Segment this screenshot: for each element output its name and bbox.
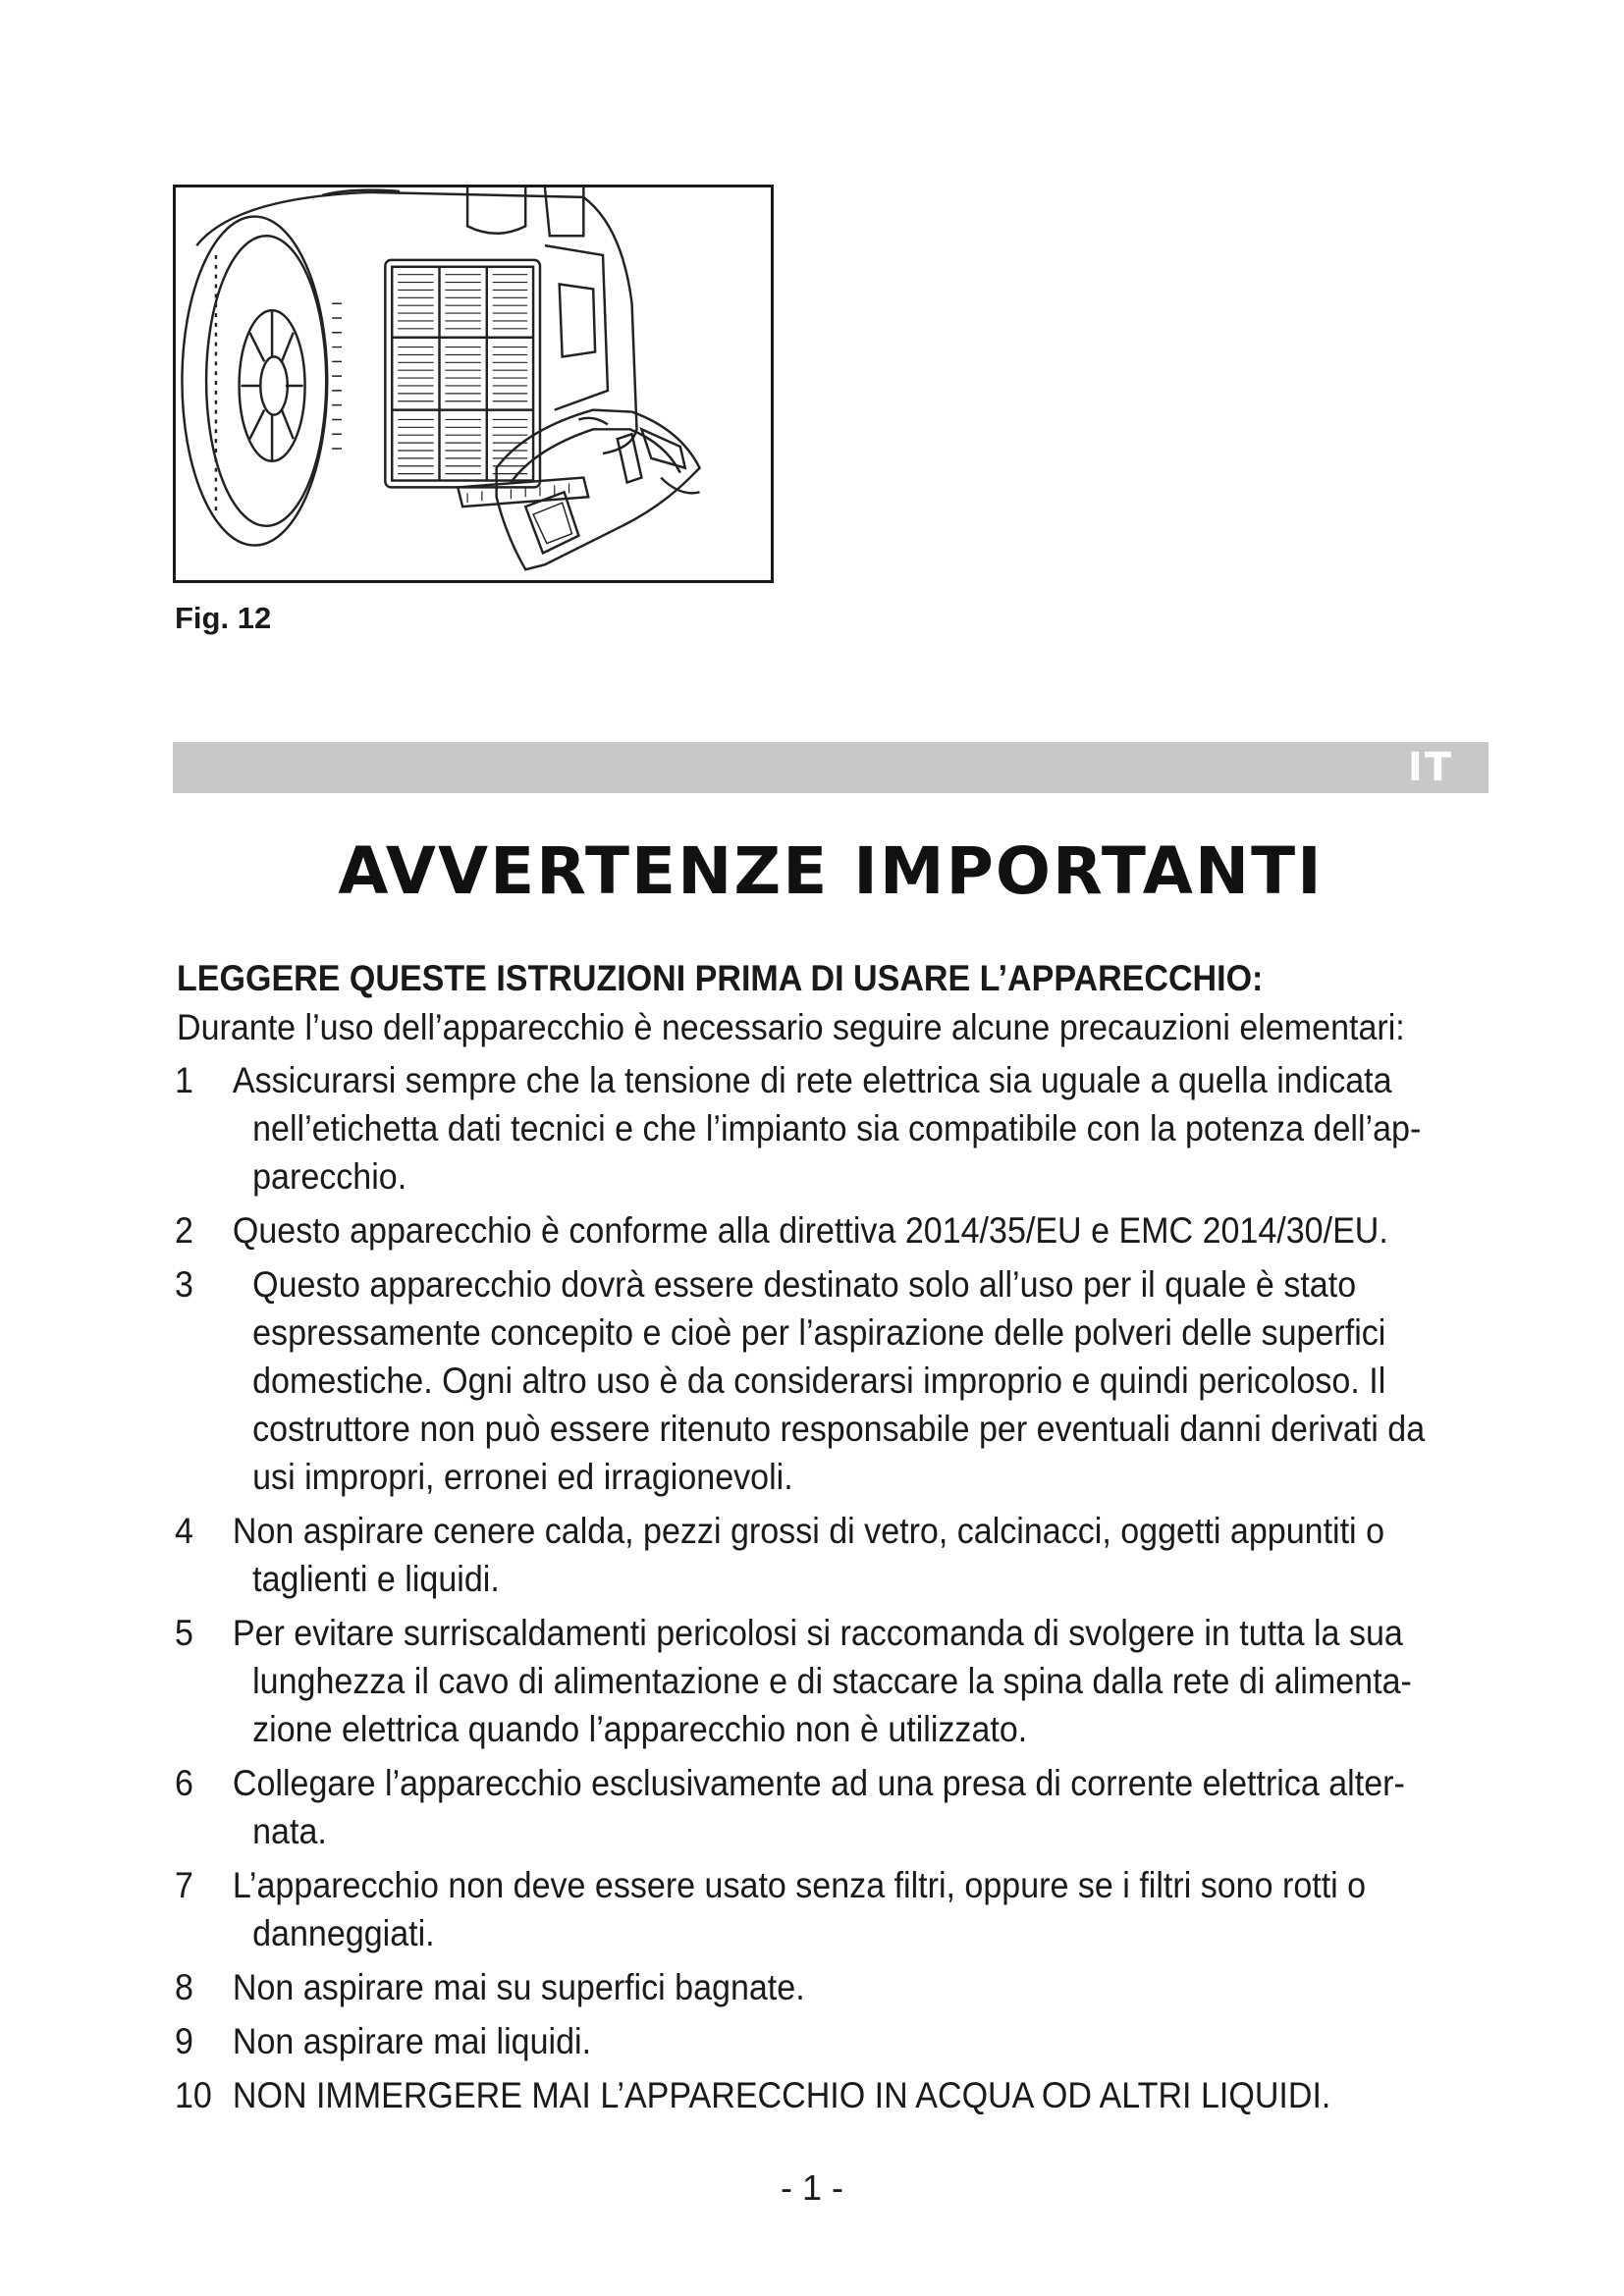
- page-number: - 1 -: [780, 2167, 843, 2208]
- figure-caption: Fig. 12: [175, 601, 272, 635]
- item-line: nata.: [252, 1811, 327, 1851]
- item-number: 5: [175, 1613, 193, 1653]
- item-number: 6: [175, 1763, 193, 1803]
- item-number: 8: [175, 1967, 193, 2007]
- warnings-list: [175, 1056, 1485, 2125]
- item-line: usi impropri, erronei ed irragionevoli.: [252, 1457, 793, 1497]
- vacuum-filter-illustration: [176, 187, 771, 580]
- item-line: zione elettrica quando l’apparecchio non è utilizzato.: [252, 1709, 1028, 1749]
- item-number: 3: [175, 1264, 193, 1305]
- language-code: IT: [1407, 745, 1453, 790]
- page-title: AVVERTENZE IMPORTANTI: [338, 833, 1324, 909]
- item-line: Non aspirare mai liquidi.: [232, 2021, 592, 2061]
- item-line: Non aspirare cenere calda, pezzi grossi di vetro, calcinacci, oggetti appuntiti o: [232, 1511, 1385, 1551]
- list-item: [175, 2071, 1485, 2119]
- item-line: danneggiati.: [252, 1913, 435, 1953]
- figure-illustration: [173, 185, 774, 583]
- item-number: 10: [175, 2075, 212, 2115]
- list-item: [175, 1609, 1485, 1753]
- item-number: 2: [175, 1210, 193, 1251]
- item-number: 4: [175, 1511, 193, 1551]
- item-number: 7: [175, 1865, 193, 1905]
- section-subtitle: LEGGERE QUESTE ISTRUZIONI PRIMA DI USARE L’APPARECCHIO:: [177, 958, 1264, 998]
- list-item: [175, 1260, 1485, 1501]
- item-line: nell’etichetta dati tecnici e che l’impianto sia compatibile con la potenza dell’ap-: [252, 1108, 1422, 1148]
- list-item: [175, 1861, 1485, 1957]
- item-line: Assicurarsi sempre che la tensione di rete elettrica sia uguale a quella indicata: [232, 1060, 1392, 1100]
- item-line: Questo apparecchio dovrà essere destinato solo all’uso per il quale è stato: [252, 1264, 1357, 1305]
- list-item: [175, 1963, 1485, 2011]
- item-line: costruttore non può essere ritenuto responsabile per eventuali danni derivati da: [252, 1409, 1426, 1449]
- item-number: 1: [175, 1060, 193, 1100]
- item-line: Questo apparecchio è conforme alla direttiva 2014/35/EU e EMC 2014/30/EU.: [232, 1210, 1388, 1251]
- item-line: Non aspirare mai su superfici bagnate.: [232, 1967, 805, 2007]
- item-line: taglienti e liquidi.: [252, 1559, 500, 1599]
- item-line: lunghezza il cavo di alimentazione e di staccare la spina dalla rete di alimenta-: [252, 1661, 1412, 1701]
- intro-text: Durante l’uso dell’apparecchio è necessario seguire alcune precauzioni elementari:: [177, 1007, 1405, 1047]
- item-line: L’apparecchio non deve essere usato senza filtri, oppure se i filtri sono rotti o: [232, 1865, 1367, 1905]
- item-line: Collegare l’apparecchio esclusivamente ad una presa di corrente elettrica alter-: [232, 1763, 1405, 1803]
- list-item: [175, 1056, 1485, 1201]
- item-line: espressamente concepito e cioè per l’aspirazione delle polveri delle superfici: [252, 1312, 1386, 1353]
- list-item: [175, 1507, 1485, 1603]
- item-line: NON IMMERGERE MAI L’APPARECCHIO IN ACQUA OD ALTRI LIQUIDI.: [232, 2075, 1331, 2115]
- list-item: [175, 1759, 1485, 1855]
- item-line: Per evitare surriscaldamenti pericolosi si raccomanda di svolgere in tutta la sua: [232, 1613, 1403, 1653]
- list-item: [175, 1206, 1485, 1255]
- language-section-bar: [173, 742, 1489, 793]
- list-item: [175, 2017, 1485, 2065]
- item-line: parecchio.: [252, 1156, 407, 1197]
- item-number: 9: [175, 2021, 193, 2061]
- item-line: domestiche. Ogni altro uso è da considerarsi improprio e quindi pericoloso. Il: [252, 1361, 1386, 1401]
